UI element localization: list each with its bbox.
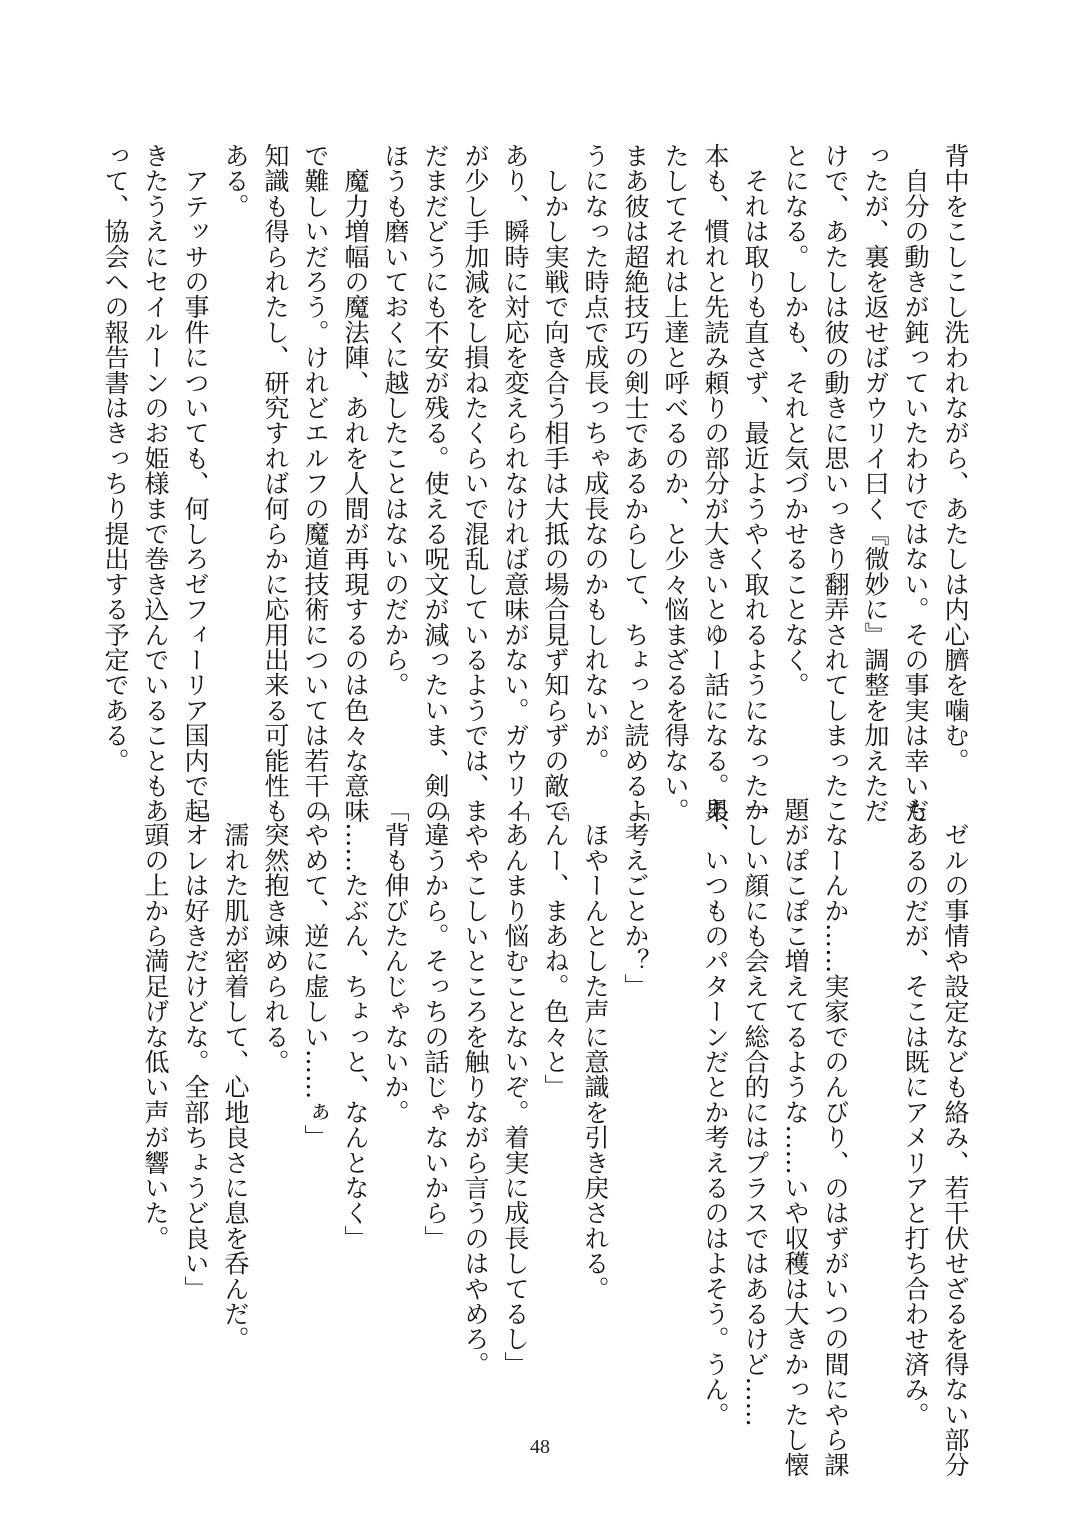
text-line — [855, 797, 895, 1367]
text-line: 魔力増幅の魔法陣、あれを人間が再現するのは色々な意味 — [341, 143, 370, 824]
text-line: なーんか……実家でのんびり、のはずがいつの間にやら課 — [821, 797, 850, 1478]
page-number: 48 — [530, 1436, 550, 1458]
text-line: まあ彼は超絶技巧の剣士であるからして、ちょっと読めるよ — [621, 143, 650, 824]
text-line: ……たぶん、ちょっと、なんとなく」 — [341, 797, 370, 1251]
text-line: って、協会への報告書はきっちり提出する予定である。 — [101, 143, 130, 773]
text-line: 「あんまり悩むことないぞ。着実に成長してるし」 — [501, 797, 530, 1377]
text-line: たしてそれは上達と呼べるのか、と少々悩まざるを得ない。 — [661, 143, 690, 824]
text-line: あり、瞬時に対応を変えられなければ意味がない。ガウリイ — [501, 143, 530, 824]
text-line: 「考えごとか？」 — [621, 797, 650, 999]
text-line: うになった時点で成長っちゃ成長なのかもしれないが。 — [581, 143, 610, 773]
text-line: アテッサの事件についても、何しろゼフィーリア国内で起 — [181, 143, 210, 824]
text-line: ややこしいところを触りながら言うのはやめろ。 — [461, 797, 490, 1377]
text-line: 「んー、まあね。色々と」 — [541, 797, 570, 1100]
text-line: もあるのだが、そこは既にアメリアと打ち合わせ済み。 — [901, 797, 930, 1427]
text-line: 自分の動きが鈍っていたわけではない。その事実は幸いだ — [901, 143, 930, 824]
text-line: 「違うから。そっちの話じゃないから」 — [421, 797, 450, 1251]
text-line: ゼルの事情や設定なども絡み、若干伏せざるを得ない部分 — [941, 797, 970, 1478]
text-line: きたうえにセイルーンのお姫様まで巻き込んでいることもあ — [141, 143, 170, 824]
text-line: あ、いつものパターンだとか考えるのはよそう。うん。 — [701, 797, 730, 1427]
text-line: 題がぽこぽこ増えてるような……いや収穫は大きかったし懐 — [781, 797, 810, 1478]
text-line: かしい顔にも会えて総合的にはプラスではあるけど…… — [741, 797, 770, 1427]
text-line: が少し手加減をし損ねたくらいで混乱しているようでは、ま — [461, 143, 490, 824]
text-line: とになる。しかも、それと気づかせることなく。 — [781, 143, 810, 698]
text-line: 「背も伸びたんじゃないか。 — [381, 797, 410, 1125]
text-line: ほうも磨いておくに越したことはないのだから。 — [381, 143, 410, 698]
text-line: 突然抱き竦められる。 — [261, 797, 290, 1075]
text-line: 頭の上から満足げな低い声が響いた。 — [141, 797, 170, 1251]
text-line: だまだどうにも不安が残る。使える呪文が減ったいま、剣の — [421, 143, 450, 824]
text-line: で難しいだろう。けれどエルフの魔道技術については若干の — [301, 143, 330, 824]
text-line: しかし実戦で向き合う相手は大抵の場合見ず知らずの敵で — [541, 143, 570, 824]
text-line: 濡れた肌が密着して、心地良さに息を呑んだ。 — [221, 797, 250, 1352]
text-line: 「やめて、逆に虚しい……ぁ」 — [301, 797, 330, 1150]
text-line — [655, 797, 695, 1367]
text-line: ある。 — [221, 143, 250, 219]
text-line: ほやーんとした声に意識を引き戻される。 — [581, 797, 610, 1301]
text-line: ったが、裏を返せばガウリイ曰く『微妙に』調整を加えただ — [861, 143, 890, 824]
text-line: 「オレは好きだけどな。全部ちょうど良い」 — [181, 797, 210, 1301]
text-line: 背中をこしこし洗われながら、あたしは内心臍を噛む。 — [941, 143, 970, 773]
text-line: 知識も得られたし、研究すれば何らかに応用出来る可能性も — [261, 143, 290, 824]
text-line: それは取りも直さず、最近ようやく取れるようになった一 — [741, 143, 770, 824]
text-line: 本も、慣れと先読み頼りの部分が大きいとゆー話になる。果 — [701, 143, 730, 824]
upper-text-block — [95, 143, 975, 824]
text-line: けで、あたしは彼の動きに思いっきり翻弄されてしまったこ — [821, 143, 850, 824]
